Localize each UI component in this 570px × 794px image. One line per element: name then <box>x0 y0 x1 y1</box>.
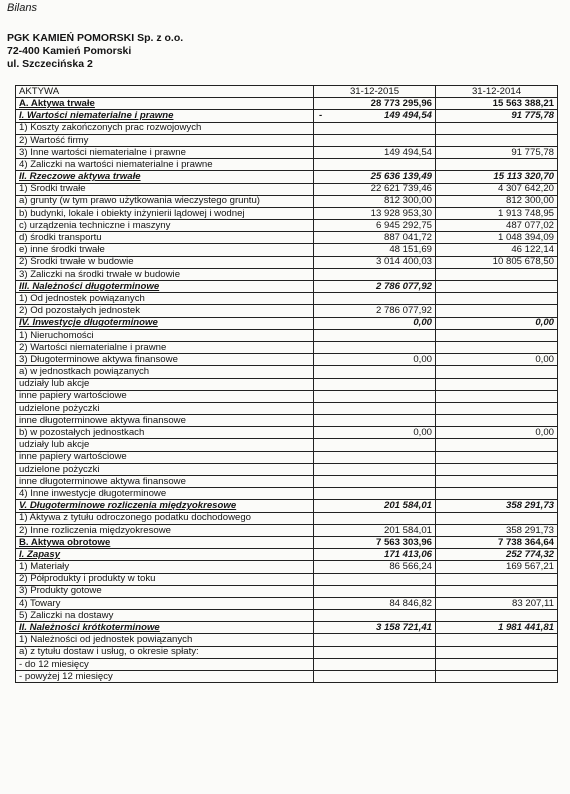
row-label-cell: 4) Inne inwestycje długoterminowe <box>16 488 314 500</box>
row-period1-value: 48 151,69 <box>389 244 432 256</box>
row-period2-cell: 169 567,21 <box>436 561 558 573</box>
row-period1-value: 7 563 303,96 <box>375 536 432 548</box>
row-label-cell: a) w jednostkach powiązanych <box>16 366 314 378</box>
row-period1-cell <box>314 488 436 500</box>
row-label-cell: udzielone pożyczki <box>16 463 314 475</box>
row-period1-cell <box>314 585 436 597</box>
row-period1-cell <box>314 232 436 244</box>
row-period1-value: 0,00 <box>413 317 432 329</box>
row-label-cell: 3) Produkty gotowe <box>16 585 314 597</box>
table-row <box>16 610 558 622</box>
table-row <box>16 549 558 561</box>
row-period1-cell <box>314 305 436 317</box>
row-period1-cell <box>314 476 436 488</box>
row-period1-value: 3 014 400,03 <box>375 256 432 268</box>
row-period1-cell <box>314 597 436 609</box>
row-period2-cell <box>436 268 558 280</box>
row-label-cell: inne długoterminowe aktywa finansowe <box>16 415 314 427</box>
row-period2-cell: 487 077,02 <box>436 220 558 232</box>
row-period1-value: 22 621 739,46 <box>370 183 432 195</box>
table-row <box>16 451 558 463</box>
row-period1-value: 812 300,00 <box>383 195 432 207</box>
row-period1-cell <box>314 671 436 683</box>
row-period2-cell: 83 207,11 <box>436 597 558 609</box>
row-period1-value: 28 773 295,96 <box>370 97 432 109</box>
row-period1-value: 13 928 953,30 <box>370 207 432 219</box>
table-row <box>16 146 558 158</box>
row-period2-cell <box>436 476 558 488</box>
row-label-cell: b) budynki, lokale i obiekty inżynierii lądowej i wodnej <box>16 207 314 219</box>
row-period1-cell <box>314 110 436 122</box>
header-row <box>16 86 558 98</box>
row-period1-cell <box>314 512 436 524</box>
row-period2-cell <box>436 573 558 585</box>
table-row <box>16 536 558 548</box>
row-label-cell: inne papiery wartościowe <box>16 451 314 463</box>
row-period2-cell: 91 775,78 <box>436 146 558 158</box>
table-row <box>16 634 558 646</box>
row-period2-cell <box>436 281 558 293</box>
row-label-cell: I. Wartości niematerialne i prawne <box>16 110 314 122</box>
row-period1-value: 86 566,24 <box>389 561 432 573</box>
row-label-cell: 2) Wartość firmy <box>16 134 314 146</box>
row-label-cell: - do 12 miesięcy <box>16 658 314 670</box>
row-label-cell: 3) Inne wartości niematerialne i prawne <box>16 146 314 158</box>
row-period1-value: 84 846,82 <box>389 597 432 609</box>
row-period1-cell <box>314 451 436 463</box>
row-label-cell: a) grunty (w tym prawo użytkowania wieczystego gruntu) <box>16 195 314 207</box>
table-row <box>16 281 558 293</box>
row-period1-cell <box>314 390 436 402</box>
row-label-cell: 1) Materiały <box>16 561 314 573</box>
row-period1-cell <box>314 207 436 219</box>
row-period2-cell <box>436 341 558 353</box>
row-label-cell: V. Długoterminowe rozliczenia międzyokresowe <box>16 500 314 512</box>
table-row <box>16 220 558 232</box>
row-period2-cell <box>436 439 558 451</box>
row-period2-cell: 358 291,73 <box>436 524 558 536</box>
row-period1-cell <box>314 122 436 134</box>
row-period2-cell: 7 738 364,64 <box>436 536 558 548</box>
row-period2-cell: 1 048 394,09 <box>436 232 558 244</box>
row-period1-cell <box>314 256 436 268</box>
table-row <box>16 159 558 171</box>
row-label-cell: 2) Wartości niematerialne i prawne <box>16 341 314 353</box>
row-period1-value: 0,00 <box>413 353 432 365</box>
row-period1-cell <box>314 634 436 646</box>
row-period1-cell <box>314 293 436 305</box>
table-row <box>16 622 558 634</box>
company-block <box>7 32 183 71</box>
row-label-cell: inne długoterminowe aktywa finansowe <box>16 476 314 488</box>
table-row <box>16 402 558 414</box>
row-period2-cell <box>436 378 558 390</box>
row-period2-cell <box>436 293 558 305</box>
row-period1-cell <box>314 366 436 378</box>
row-label-cell: 1) Aktywa z tytułu odroczonego podatku dochodowego <box>16 512 314 524</box>
row-label-cell: 2) Od pozostałych jednostek <box>16 305 314 317</box>
table-row <box>16 317 558 329</box>
header-period1-cell: 31-12-2015 <box>314 86 436 98</box>
row-period2-cell <box>436 451 558 463</box>
table-row <box>16 244 558 256</box>
row-period1-cell <box>314 146 436 158</box>
company-name: PGK KAMIEŃ POMORSKI Sp. z o.o. <box>7 32 184 44</box>
row-period1-cell <box>314 159 436 171</box>
row-period1-cell <box>314 427 436 439</box>
row-period1-cell <box>314 573 436 585</box>
row-period2-cell: 0,00 <box>436 317 558 329</box>
table-row <box>16 329 558 341</box>
row-period1-cell <box>314 134 436 146</box>
row-period2-cell <box>436 329 558 341</box>
row-period1-cell <box>314 415 436 427</box>
row-label-cell: 5) Zaliczki na dostawy <box>16 610 314 622</box>
row-period1-cell <box>314 378 436 390</box>
row-period1-cell <box>314 244 436 256</box>
row-period1-value: 3 158 721,41 <box>375 622 432 634</box>
company-address-line2: ul. Szczecińska 2 <box>7 58 93 70</box>
row-label-cell: 2) Środki trwałe w budowie <box>16 256 314 268</box>
table-row <box>16 427 558 439</box>
balance-sheet-table <box>15 85 558 683</box>
row-period2-cell: 46 122,14 <box>436 244 558 256</box>
row-period1-value: 0,00 <box>413 427 432 439</box>
row-label-cell: e) inne środki trwałe <box>16 244 314 256</box>
row-period2-cell: 91 775,78 <box>436 110 558 122</box>
table-row <box>16 658 558 670</box>
row-period2-cell: 1 981 441,81 <box>436 622 558 634</box>
table-row <box>16 134 558 146</box>
company-address-line1: 72-400 Kamień Pomorski <box>7 45 132 57</box>
row-period2-cell <box>436 488 558 500</box>
row-label-cell: 1) Środki trwałe <box>16 183 314 195</box>
row-label-cell: inne papiery wartościowe <box>16 390 314 402</box>
row-label-cell: 4) Zaliczki na wartości niematerialne i prawne <box>16 159 314 171</box>
row-period1-cell <box>314 658 436 670</box>
row-label-cell: 4) Towary <box>16 597 314 609</box>
row-label-cell: 2) Półprodukty i produkty w toku <box>16 573 314 585</box>
table-row <box>16 195 558 207</box>
row-period1-value: 171 413,06 <box>383 548 432 560</box>
row-period2-cell <box>436 122 558 134</box>
row-label-cell: II. Należności krótkoterminowe <box>16 622 314 634</box>
row-period2-cell <box>436 512 558 524</box>
row-period1-cell <box>314 171 436 183</box>
row-label-cell: udzielone pożyczki <box>16 402 314 414</box>
row-label-cell: udziały lub akcje <box>16 439 314 451</box>
row-period1-cell <box>314 610 436 622</box>
row-period1-value: 201 584,01 <box>383 524 432 536</box>
table-row <box>16 500 558 512</box>
row-period1-cell <box>314 220 436 232</box>
table-row <box>16 390 558 402</box>
row-period1-cell <box>314 195 436 207</box>
row-label-cell: - powyżej 12 miesięcy <box>16 671 314 683</box>
row-label-cell: a) z tytułu dostaw i usług, o okresie spłaty: <box>16 646 314 658</box>
table-row <box>16 256 558 268</box>
row-period1-cell <box>314 329 436 341</box>
table-row <box>16 573 558 585</box>
row-label-cell: d) środki transportu <box>16 232 314 244</box>
row-period2-cell: 10 805 678,50 <box>436 256 558 268</box>
row-mark: - <box>319 110 323 122</box>
row-label-cell: 3) Zaliczki na środki trwałe w budowie <box>16 268 314 280</box>
table-row <box>16 597 558 609</box>
row-period1-value: 25 636 139,49 <box>370 171 432 183</box>
row-period2-cell: 252 774,32 <box>436 549 558 561</box>
table-row <box>16 366 558 378</box>
table-row <box>16 98 558 110</box>
header-period2-cell: 31-12-2014 <box>436 86 558 98</box>
row-label-cell: III. Należności długoterminowe <box>16 281 314 293</box>
row-period1-value: 887 041,72 <box>383 232 432 244</box>
table-row <box>16 293 558 305</box>
table-row <box>16 378 558 390</box>
row-period2-cell <box>436 634 558 646</box>
row-period2-cell <box>436 671 558 683</box>
row-period2-cell: 15 113 320,70 <box>436 171 558 183</box>
row-period1-value: 6 945 292,75 <box>375 219 432 231</box>
row-period2-cell <box>436 415 558 427</box>
row-label-cell: udziały lub akcje <box>16 378 314 390</box>
row-period2-cell <box>436 463 558 475</box>
row-period2-cell <box>436 159 558 171</box>
table-row <box>16 171 558 183</box>
row-period1-cell <box>314 317 436 329</box>
row-period2-cell <box>436 658 558 670</box>
balance-sheet-body <box>16 86 558 683</box>
row-label-cell: I. Zapasy <box>16 549 314 561</box>
row-label-cell: 2) Inne rozliczenia międzyokresowe <box>16 524 314 536</box>
row-period2-cell: 812 300,00 <box>436 195 558 207</box>
row-label-cell: b) w pozostałych jednostkach <box>16 427 314 439</box>
row-period1-value: 2 786 077,92 <box>375 280 432 292</box>
table-row <box>16 415 558 427</box>
row-period2-cell <box>436 610 558 622</box>
row-period1-value: 201 584,01 <box>383 500 432 512</box>
row-period2-cell <box>436 366 558 378</box>
table-row <box>16 524 558 536</box>
row-period2-cell <box>436 390 558 402</box>
row-label-cell: 1) Nieruchomości <box>16 329 314 341</box>
row-period1-cell <box>314 98 436 110</box>
table-row <box>16 232 558 244</box>
row-period1-cell <box>314 622 436 634</box>
row-period1-cell <box>314 402 436 414</box>
row-label-cell: 1) Od jednostek powiązanych <box>16 293 314 305</box>
row-period2-cell: 1 913 748,95 <box>436 207 558 219</box>
row-period2-cell: 358 291,73 <box>436 500 558 512</box>
table-row <box>16 476 558 488</box>
row-period2-cell <box>436 402 558 414</box>
row-label-cell: IV. Inwestycje długoterminowe <box>16 317 314 329</box>
table-row <box>16 463 558 475</box>
row-period2-cell <box>436 305 558 317</box>
row-period2-cell: 4 307 642,20 <box>436 183 558 195</box>
row-period1-cell <box>314 268 436 280</box>
row-label-cell: 1) Należności od jednostek powiązanych <box>16 634 314 646</box>
table-row <box>16 646 558 658</box>
row-period1-cell <box>314 281 436 293</box>
row-period1-cell <box>314 500 436 512</box>
row-period1-value: 149 494,54 <box>383 110 432 122</box>
table-row <box>16 268 558 280</box>
row-period1-cell <box>314 561 436 573</box>
row-label-cell: 1) Koszty zakończonych prac rozwojowych <box>16 122 314 134</box>
row-label-cell: c) urządzenia techniczne i maszyny <box>16 220 314 232</box>
table-row <box>16 561 558 573</box>
row-label-cell: A. Aktywa trwałe <box>16 98 314 110</box>
row-period1-cell <box>314 183 436 195</box>
table-row <box>16 354 558 366</box>
table-row <box>16 207 558 219</box>
row-label-cell: II. Rzeczowe aktywa trwałe <box>16 171 314 183</box>
row-label-cell: B. Aktywa obrotowe <box>16 536 314 548</box>
row-period1-value: 2 786 077,92 <box>375 305 432 317</box>
row-period1-cell <box>314 354 436 366</box>
row-period2-cell: 15 563 388,21 <box>436 98 558 110</box>
document-title: Bilans <box>7 2 37 14</box>
row-period1-cell <box>314 536 436 548</box>
table-row <box>16 488 558 500</box>
table-row <box>16 585 558 597</box>
table-row <box>16 512 558 524</box>
row-period2-cell <box>436 134 558 146</box>
row-period1-cell <box>314 463 436 475</box>
row-period2-cell: 0,00 <box>436 427 558 439</box>
row-period2-cell <box>436 646 558 658</box>
table-row <box>16 439 558 451</box>
header-label-cell: AKTYWA <box>16 86 314 98</box>
table-row <box>16 671 558 683</box>
row-period1-cell <box>314 646 436 658</box>
row-period1-value: 149 494,54 <box>383 146 432 158</box>
row-period1-cell <box>314 524 436 536</box>
row-period2-cell <box>436 585 558 597</box>
table-row <box>16 183 558 195</box>
row-period1-cell <box>314 341 436 353</box>
row-period1-cell <box>314 549 436 561</box>
table-row <box>16 110 558 122</box>
row-period1-cell <box>314 439 436 451</box>
table-row <box>16 341 558 353</box>
row-label-cell: 3) Długoterminowe aktywa finansowe <box>16 354 314 366</box>
table-row <box>16 122 558 134</box>
row-period2-cell: 0,00 <box>436 354 558 366</box>
table-row <box>16 305 558 317</box>
